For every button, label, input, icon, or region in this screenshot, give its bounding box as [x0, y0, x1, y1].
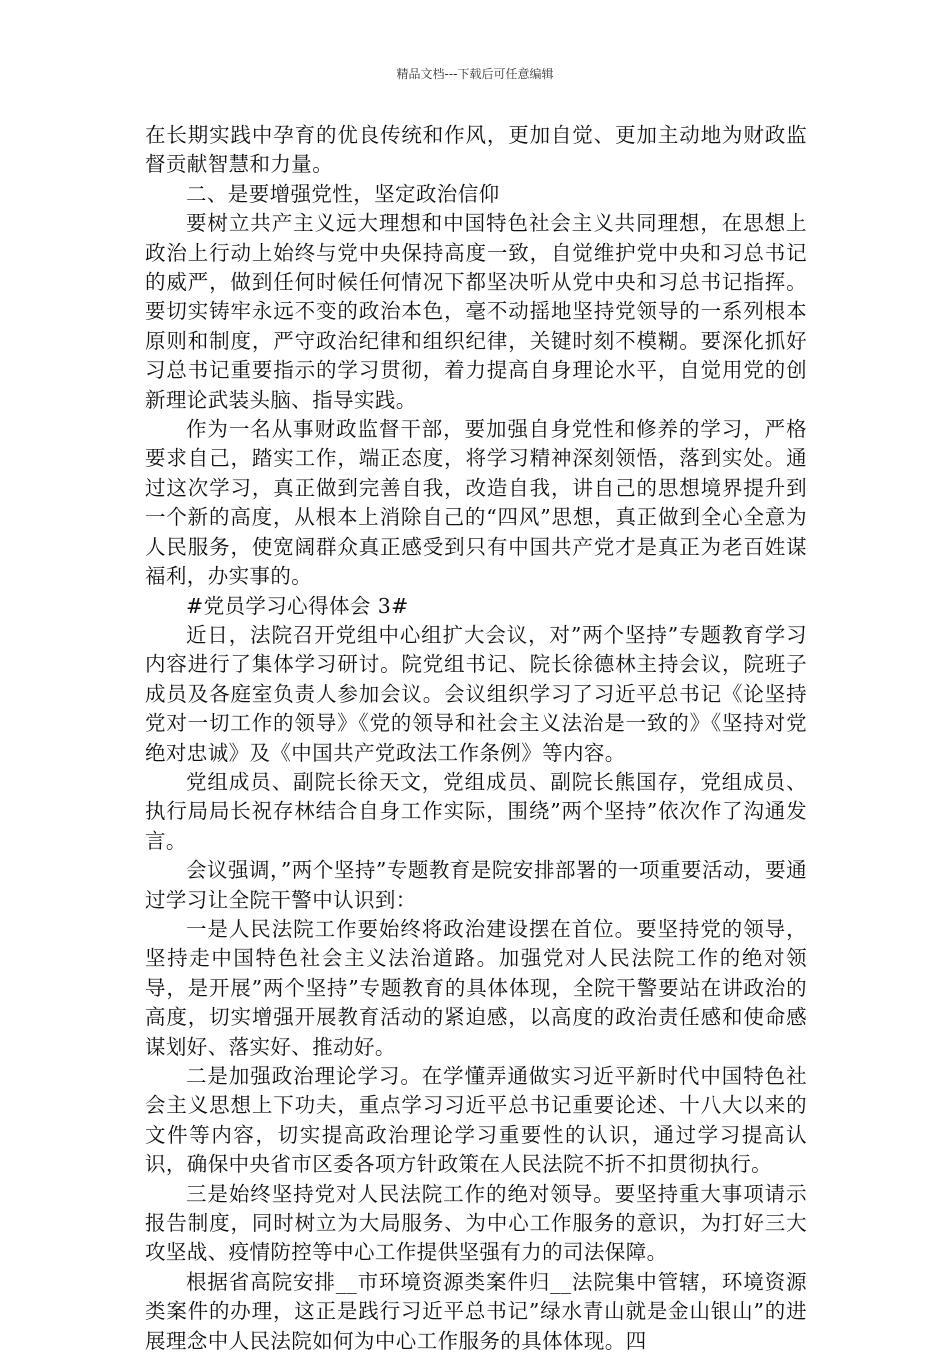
paragraph: 要树立共产主义远大理想和中国特色社会主义共同理想，在思想上政治上行动上始终与党中央保持高度一致，自觉维护党中央和习总书记的威严，做到任何时候任何情况下都坚决听从党中央和习总书记指挥。要切实铸牢永远不变的政治本色，毫不动摇地坚持党领导的一系列根本原则和制度，严守政治纪律和组织纪律，关键时刻不模糊。要深化抓好习总书记重要指示的学习贯彻，着力提高自身理论水平，自觉用党的创新理论武装头脑、指导实践。	[145, 211, 807, 412]
paragraph: 三是始终坚持党对人民法院工作的绝对领导。要坚持重大事项请示报告制度，同时树立为大局服务、为中心工作服务的意识，为打好三大攻坚战、疫情防控等中心工作提供坚强有力的司法保障。	[145, 1181, 807, 1265]
document-body	[145, 121, 807, 1356]
paragraph-continuation: 在长期实践中孕育的优良传统和作风，更加自觉、更加主动地为财政监督贡献智慧和力量。	[145, 123, 807, 177]
paragraph: 根据省高院安排__市环境资源类案件归__法院集中管辖，环境资源类案件的办理，这正是践行习近平总书记”绿水青山就是金山银山”的进展理念中人民法院如何为中心工作服务的具体体现。四	[145, 1269, 807, 1353]
paragraph: 会议强调，”两个坚持”专题教育是院安排部署的一项重要活动，要通过学习让全院干警中认识到：	[145, 858, 807, 912]
paragraph: 党组成员、副院长徐天文，党组成员、副院长熊国存，党组成员、执行局局长祝存林结合自身工作实际，围绕”两个坚持”依次作了沟通发言。	[145, 769, 807, 853]
paragraph: 作为一名从事财政监督干部，要加强自身党性和修养的学习，严格要求自己，踏实工作，端正态度，将学习精神深刻领悟，落到实处。通过这次学习，真正做到完善自我，改造自我，讲自己的思想境界提升到一个新的高度，从根本上消除自己的“四风”思想，真正做到全心全意为人民服务，使宽阔群众真正感受到只有中国共产党才是真正为老百姓谋福利，办实事的。	[145, 417, 807, 589]
paragraph: 二是加强政治理论学习。在学懂弄通做实习近平新时代中国特色社会主义思想上下功夫，重点学习习近平总书记重要论述、十八大以来的文件等内容，切实提高政治理论学习重要性的认识，通过学习提高认识，确保中央省市区委各项方针政策在人民法院不折不扣贯彻执行。	[145, 1064, 807, 1177]
paragraph: 近日，法院召开党组中心组扩大会议，对”两个坚持”专题教育学习内容进行了集体学习研讨。院党组书记、院长徐德林主持会议，院班子成员及各庭室负责人参加会议。会议组织学习了习近平总书记《论坚持党对一切工作的领导》《党的领导和社会主义法治是一致的》《坚持对党绝对忠诚》及《中国共产党政法工作条例》等内容。	[145, 622, 807, 765]
article-heading: #党员学习心得体会 3#	[186, 593, 409, 618]
section-heading: 二、是要增强党性，坚定政治信仰	[186, 181, 500, 206]
paragraph: 一是人民法院工作要始终将政治建设摆在首位。要坚持党的领导，坚持走中国特色社会主义法治道路。加强党对人民法院工作的绝对领导，是开展”两个坚持”专题教育的具体体现，全院干警要站在讲政治的高度，切实增强开展教育活动的紧迫感，以高度的政治责任感和使命感谋划好、落实好、推动好。	[145, 916, 807, 1059]
page-header: 精品文档---下载后可任意编辑	[396, 67, 554, 81]
